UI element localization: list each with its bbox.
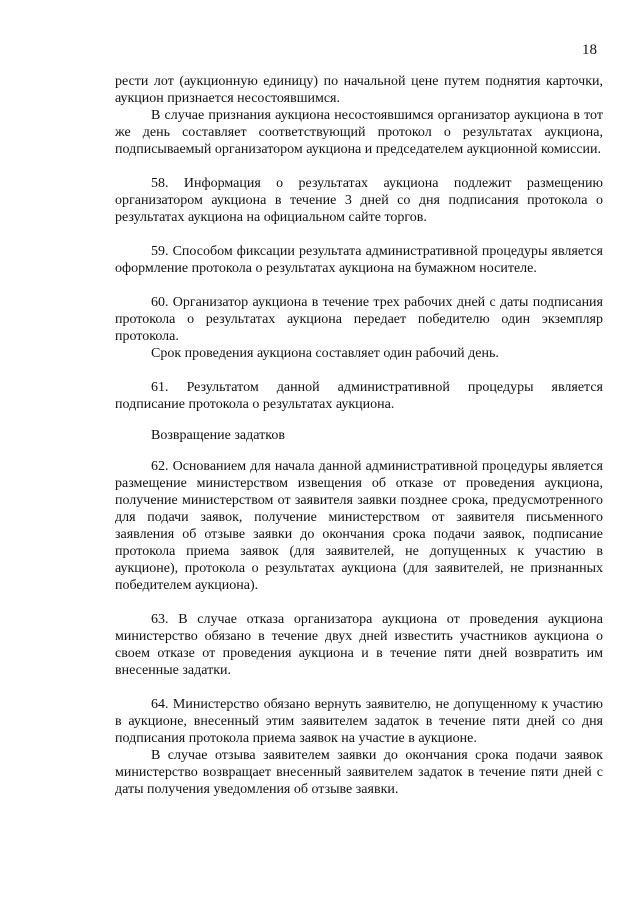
paragraph-61: 61. Результатом данной административной процедуры является подписание протокола о результатах аукциона. — [115, 380, 603, 412]
paragraph-62: 62. Основанием для начала данной административной процедуры является размещение министерством извещения об отказе от проведения аукциона, получение министерством от заявителя заявки позднее срока, предусмотренного для подачи заявок, получение министерством от заявителя письменного заявления об отзыве заявки до окончания срока подачи заявок, подписание протокола приема заявок (для заявителей, не допущенных к участию в аукционе), протокола о результатах аукциона (для заявителей, не признанных победителем аукциона). — [115, 459, 603, 593]
paragraph-continuation: рести лот (аукционную единицу) по начальной цене путем поднятия карточки, аукцион признается несостоявшимся. — [115, 74, 603, 106]
paragraph-58: 58. Информация о результатах аукциона подлежит размещению организатором аукциона в течение 3 дней со дня подписания протокола о результатах аукциона на официальном сайте торгов. — [115, 176, 603, 225]
paragraph-60-duration: Срок проведения аукциона составляет один рабочий день. — [151, 346, 499, 361]
document-body — [115, 73, 603, 798]
paragraph-59: 59. Способом фиксации результата административной процедуры является оформление протокола о результатах аукциона на бумажном носителе. — [115, 244, 603, 276]
paragraph-64-withdrawal: В случае отзыва заявителем заявки до окончания срока подачи заявок министерство возвращает внесенный заявителем задаток в течение пяти дней с даты получения уведомления об отзыве заявки. — [115, 748, 603, 797]
paragraph-64: 64. Министерство обязано вернуть заявителю, не допущенному к участию в аукционе, внесенный этим заявителем задаток в течение пяти дней со дня подписания протокола приема заявок на участие в аукционе. — [115, 697, 603, 746]
paragraph-60: 60. Организатор аукциона в течение трех рабочих дней с даты подписания протокола о результатах аукциона передает победителю один экземпляр протокола. — [115, 295, 603, 344]
section-heading: Возвращение задатков — [151, 428, 285, 443]
paragraph-auction-failed: В случае признания аукциона несостоявшимся организатор аукциона в тот же день составляет соответствующий протокол о результатах аукциона, подписываемый организатором аукциона и председателем аукционной комиссии. — [115, 108, 603, 157]
page-number: 18 — [582, 42, 597, 58]
paragraph-63: 63. В случае отказа организатора аукциона от проведения аукциона министерство обязано в течение двух дней известить участников аукциона о своем отказе от проведения аукциона и в течение пяти дней возвратить им внесенные задатки. — [115, 612, 603, 678]
